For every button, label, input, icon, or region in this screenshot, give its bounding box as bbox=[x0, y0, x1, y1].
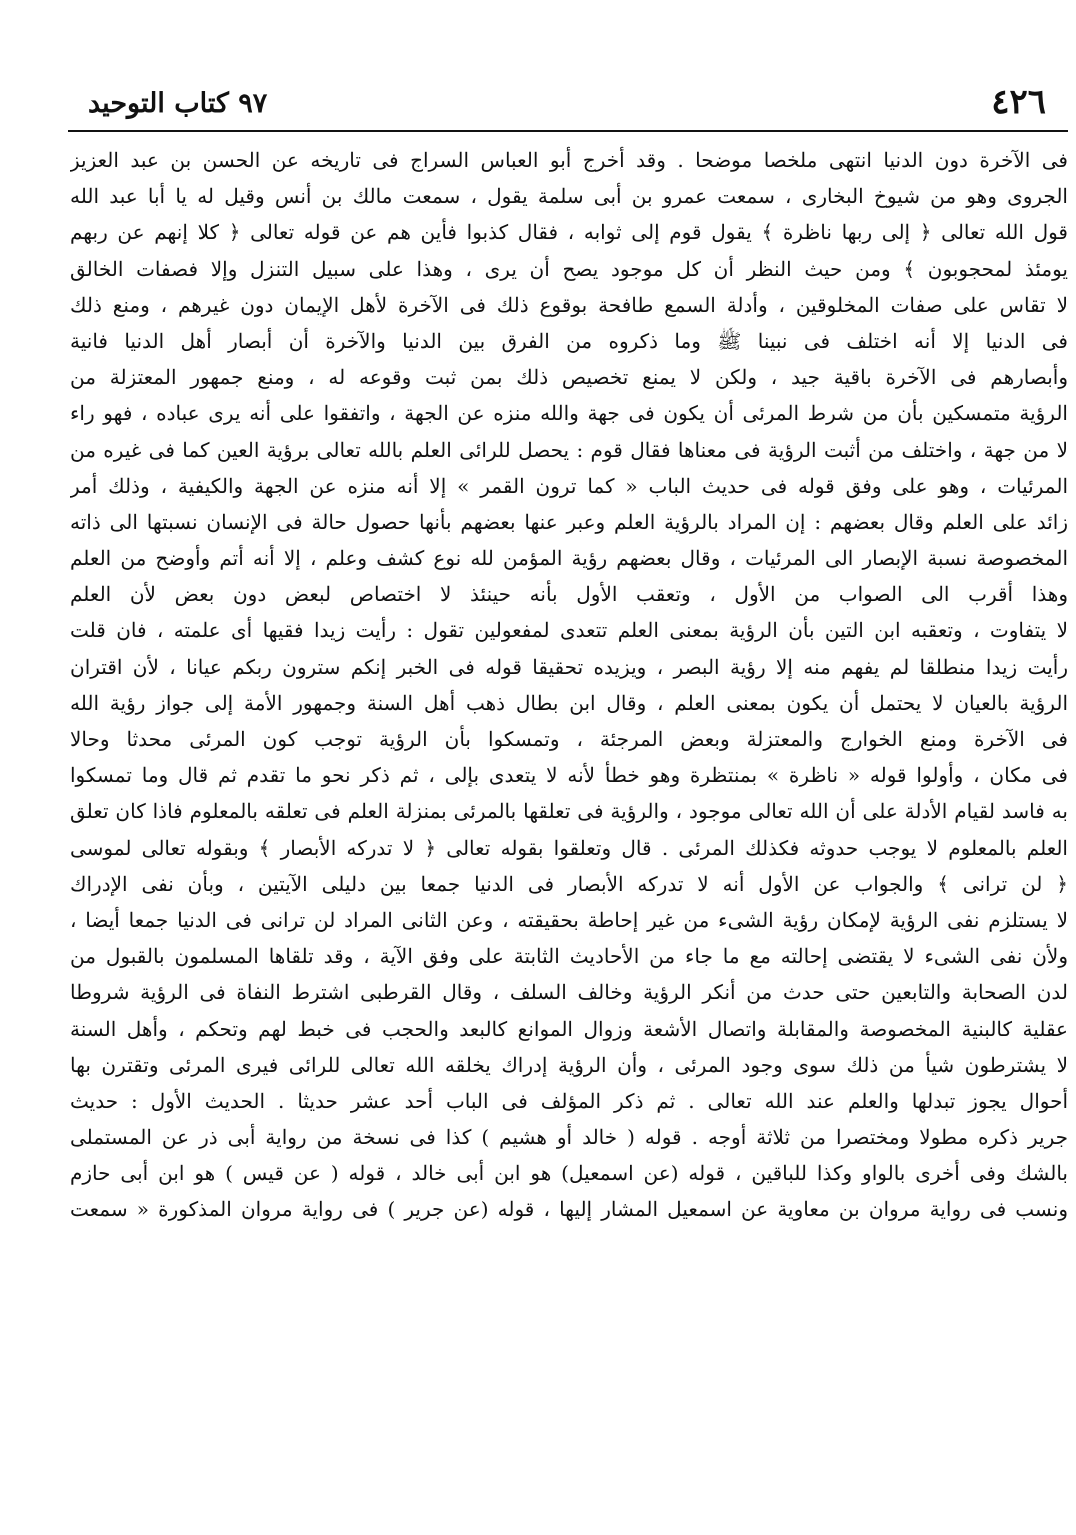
text-line: العلم بالمعلوم لا يوجب حدوثه فكذلك المرئى . قال وتعلقوا بقوله تعالى ﴿ لا تدركه الأبصار ﴾ وبقوله تعالى لموسى bbox=[70, 835, 1068, 860]
text-line: المرئيات ، وهو على وفق قوله فى حديث الباب « كما ترون القمر » إلا أنه منزه عن الجهة والكيفية ، وذلك أمر bbox=[70, 473, 1068, 498]
text-line: فى الآخرة ومنع الخوارج والمعتزلة وبعض المرجئة ، وتمسكوا بأن الرؤية توجب كون المرئى محدثا وحالا bbox=[70, 727, 1068, 751]
text-line: لدن الصحابة والتابعين حتى حدث من أنكر الرؤية وخالف السلف ، وقال القرطبى اشترط النفاة فى الرؤية شروطا bbox=[70, 980, 1068, 1005]
text-line: زائد على العلم وقال بعضهم : إن المراد بالرؤية العلم وعبر عنها بعضهم بأنها حصول حالة فى الإنسان نسبتها الى ذاته bbox=[70, 509, 1068, 534]
text-line: جرير ذكره مطولا ومختصرا من ثلاثة أوجه . قوله ( خالد أو هشيم ) كذا فى نسخة من رواية أبى ذر عن المستملى bbox=[70, 1125, 1068, 1150]
text-line: رأيت زيدا منطلقا لم يفهم منه إلا رؤية البصر ، ويزيده تحقيقا قوله فى الخبر إنكم سترون ربكم عيانا ، لأن اقتران bbox=[70, 654, 1068, 679]
page-header bbox=[88, 78, 1046, 128]
text-line: وأبصارهم فى الآخرة باقية جيد ، ولكن لا يمنع تخصيص ذلك بمن ثبت وقوعه له ، ومنع جمهور المعتزلة من bbox=[70, 365, 1068, 390]
text-line: بالشك وفى أخرى بالواو وكذا للباقين ، قوله (عن اسمعيل) هو ابن أبى خالد ، قوله ( عن قيس ) هو ابن أبى حازم bbox=[70, 1161, 1068, 1186]
text-line: فى مكان ، وأولوا قوله « ناظرة » بمنتظرة وهو خطأ لأنه لا يتعدى بإلى ، ثم ذكر نحو ما تقدم ثم قال وما تمسكوا bbox=[70, 763, 1068, 788]
text-line: لا يستلزم نفى الرؤية لإمكان رؤية الشىء من غير إحاطة بحقيقته ، وعن الثانى المراد لن ترانى فى الدنيا جمعا أيضا ، bbox=[70, 907, 1068, 932]
text-line: ولأن نفى الشىء لا يقتضى إحالته مع ما جاء من الأحاديث الثابتة على وفق الآية ، وقد تلقاها المسلمون بالقبول من bbox=[70, 944, 1068, 969]
text-line: به فاسد لقيام الأدلة على أن الله تعالى موجود ، والرؤية فى تعلقها بالمرئى بمنزلة العلم فى تعلقه بالمعلوم فاذا كان تعلق bbox=[70, 799, 1068, 824]
text-line: فى الآخرة دون الدنيا انتهى ملخصا موضحا . وقد أخرج أبو العباس السراج فى تاريخه عن الحسن بن عبد العزيز bbox=[70, 148, 1068, 172]
text-line: ونسب فى رواية مروان بن معاوية عن اسمعيل المشار إليها ، قوله (عن جرير ) فى رواية مروان المذكورة « سمعت bbox=[70, 1197, 1068, 1222]
text-line: الرؤية بالعيان لا يحتمل أن يكون بمعنى العلم ، وقال ابن بطال ذهب أهل السنة وجمهور الأمة إلى جواز رؤية الله bbox=[70, 690, 1068, 715]
text-line: لا يشترطون شيأ من ذلك سوى وجود المرئى ، وأن الرؤية إدراك يخلقه الله تعالى للرائى فيرى المرئى وتقترن بها bbox=[70, 1052, 1068, 1077]
page-number: ٤٢٦ bbox=[991, 82, 1046, 122]
text-line: ﴿ لن ترانى ﴾ والجواب عن الأول أنه لا تدركه الأبصار فى الدنيا جمعا بين دليلى الآيتين ، وبأن نفى الإدراك bbox=[70, 871, 1068, 896]
text-line: أحوال يجوز تبدلها والعلم عند الله تعالى . ثم ذكر المؤلف فى الباب أحد عشر حديثا . الحديث الأول : حديث bbox=[70, 1088, 1068, 1113]
text-line: لا تقاس على صفات المخلوقين ، وأدلة السمع طافحة بوقوع ذلك فى الآخرة لأهل الإيمان دون غيرهم ، ومنع ذلك bbox=[70, 292, 1068, 317]
text-line: لا يتفاوت ، وتعقبه ابن التين بأن الرؤية بمعنى العلم تتعدى لمفعولين تقول : رأيت زيدا فقيها أى علمته ، فان قلت bbox=[70, 618, 1068, 643]
text-line: عقلية كالبنية المخصوصة والمقابلة واتصال الأشعة وزوال الموانع كالبعد والحجب فى خبط لهم وتحكم ، وأهل السنة bbox=[70, 1016, 1068, 1041]
text-line: فى الدنيا إلا أنه اختلف فى نبينا ﷺ وما ذكروه من الفرق بين الدنيا والآخرة أن أبصار أهل الدنيا فانية bbox=[70, 328, 1068, 353]
text-line: الرؤية متمسكين بأن من شرط المرئى أن يكون فى جهة والله منزه عن الجهة ، واتفقوا على أنه يرى عباده ، فهو راء bbox=[70, 401, 1068, 426]
body-text bbox=[70, 142, 1068, 1228]
header-rule bbox=[68, 130, 1068, 132]
text-line: الجروى وهو من شيوخ البخارى ، سمعت عمرو بن أبى سلمة يقول ، سمعت مالك بن أنس وقيل له يا أبا عبد الله bbox=[70, 184, 1068, 209]
text-line: وهذا أقرب الى الصواب من الأول ، وتعقب الأول بأنه حينئذ لا اختصاص لبعض دون بعض لأن العلم bbox=[70, 582, 1068, 607]
text-line: لا من جهة ، واختلف من أثبت الرؤية فى معناها فقال قوم : يحصل للرائى العلم بالله تعالى برؤية العين كما فى غيره من bbox=[70, 437, 1068, 462]
text-line: يومئذ لمحجوبون ﴾ ومن حيث النظر أن كل موجود يصح أن يرى ، وهذا على سبيل التنزل وإلا فصفات الخالق bbox=[70, 256, 1068, 281]
text-line: المخصوصة نسبة الإبصار الى المرئيات ، وقال بعضهم رؤية المؤمن لله نوع كشف وعلم ، إلا أنه أتم وأوضح من العلم bbox=[70, 546, 1068, 571]
running-head: ٩٧ كتاب التوحيد bbox=[88, 88, 268, 119]
text-line: قول الله تعالى ﴿ إلى ربها ناظرة ﴾ يقول قوم إلى ثوابه ، فقال كذبوا فأين هم عن قوله تعالى ﴿ كلا إنهم عن ربهم bbox=[70, 220, 1068, 245]
